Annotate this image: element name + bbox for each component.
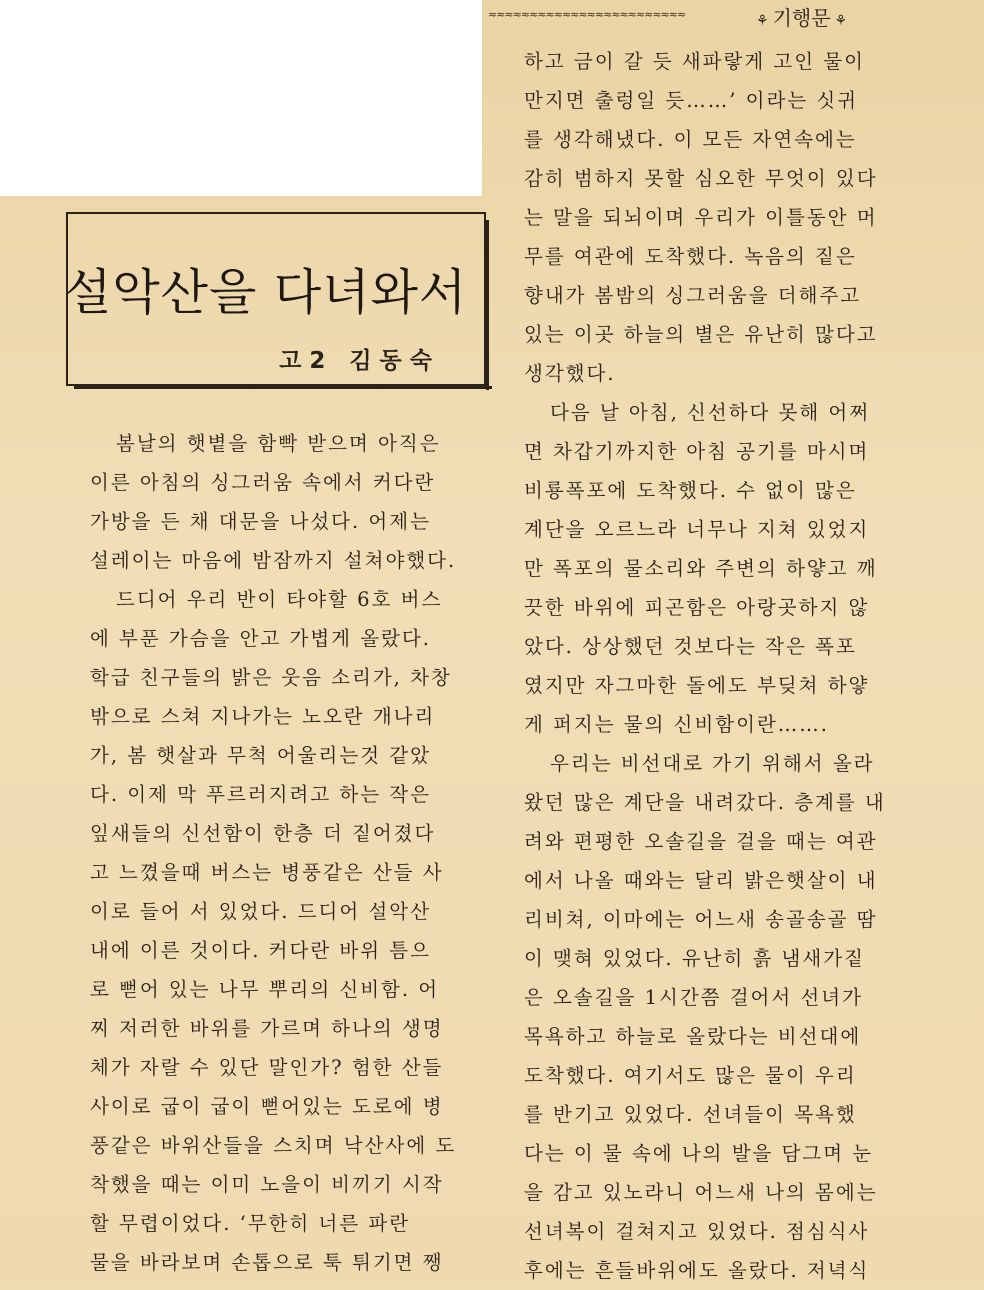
text-line: 생각했다. [524,362,616,385]
title-box [66,212,486,386]
blank-area [0,0,482,196]
text-line: 을 감고 있노라니 어느새 나의 몸에는 [524,1181,878,1204]
text-line: 무를 여관에 도착했다. 녹음의 짙은 [524,245,857,268]
text-line: 잎새들의 신선함이 한층 더 짙어졌다 [90,822,436,845]
text-line: 끗한 바위에 피곤함은 아랑곳하지 않 [524,596,870,619]
text-line: 다. 이제 막 푸르러지려고 하는 작은 [90,783,431,806]
text-line: 만 폭포의 물소리와 주변의 하얗고 깨 [524,557,878,580]
text-line: 면 차갑기까지한 아침 공기를 마시며 [524,440,870,463]
text-line: 만지면 출렁일 듯……’ 이라는 싯귀 [524,89,859,112]
text-line: 설레이는 마음에 밤잠까지 설쳐야했다. [90,549,457,572]
text-line: 이 맺혀 있었다. 유난히 흙 냄새가짙 [524,947,865,970]
text-line: 선녀복이 걸쳐지고 있었다. 점심식사 [524,1220,870,1243]
text-line: 였지만 자그마한 돌에도 부딪쳐 하얗 [524,674,870,697]
text-line: 려와 편평한 오솔길을 걸을 때는 여관 [524,830,878,853]
text-line: 봄날의 햇볕을 함빡 받으며 아직은 [116,432,441,455]
text-line: 향내가 봄밤의 싱그러움을 더해주고 [524,284,862,307]
text-line: 비룡폭포에 도착했다. 수 없이 많은 [524,479,857,502]
text-line: 내에 이른 것이다. 커다란 바위 틈으 [90,939,431,962]
text-line: 물을 바라보며 손톱으로 툭 튀기면 쨍 [90,1251,444,1274]
text-line: 밖으로 스쳐 지나가는 노오란 개나리 [90,705,436,728]
text-line: 도착했다. 여기서도 많은 물이 우리 [524,1064,857,1087]
article-title: 설악산을 다녀와서 [64,264,468,321]
text-line: 다는 이 물 속에 나의 발을 담그며 눈 [524,1142,874,1165]
text-line: 은 오솔길을 1시간쯤 걸어서 선녀가 [524,986,863,1009]
text-line: 사이로 굽이 굽이 뻗어있는 도로에 병 [90,1095,444,1118]
text-line: 는 말을 되뇌이며 우리가 이틀동안 머 [524,206,878,229]
text-line: 이른 아침의 싱그러움 속에서 커다란 [90,471,436,494]
text-line: 고 느꼈을때 버스는 병풍같은 산들 사 [90,861,444,884]
text-line: 풍같은 바위산들을 스치며 낙산사에 도 [90,1134,457,1157]
section-header [752,2,851,28]
text-line: 다음 날 아침, 신선하다 못해 어쩌 [550,401,871,424]
text-line: 목욕하고 하늘로 올랐다는 비선대에 [524,1025,862,1048]
text-line: 로 뻗어 있는 나무 뿌리의 신비함. 어 [90,978,440,1001]
text-line: 하고 금이 갈 듯 새파랗게 고인 물이 [524,50,865,73]
flourish-icon: ⚘ [834,13,848,29]
text-line: 를 생각해냈다. 이 모든 자연속에는 [524,128,857,151]
text-line: 있는 이곳 하늘의 별은 유난히 많다고 [524,323,878,346]
text-line: 우리는 비선대로 가기 위해서 올라 [550,752,875,775]
text-line: 체가 자랄 수 있단 말인가? 험한 산들 [90,1056,444,1079]
section-label: 기행문 [772,6,831,30]
text-line: 착했을 때는 이미 노을이 비끼기 시작 [90,1173,444,1196]
text-line: 를 반기고 있었다. 선녀들이 목욕했 [524,1103,857,1126]
text-line: 계단을 오르느라 너무나 지쳐 있었지 [524,518,870,541]
text-line: 감히 범하지 못할 심오한 무엇이 있다 [524,167,878,190]
flourish-icon: ⚘ [756,13,769,29]
text-line: 이로 들어 서 있었다. 드디어 설악산 [90,900,431,923]
right-column [524,42,924,1290]
text-line: 찌 저러한 바위를 가르며 하나의 생명 [90,1017,444,1040]
text-line: 드디어 우리 반이 타야할 6호 버스 [116,588,443,611]
text-line: 학급 친구들의 밝은 웃음 소리가, 차창 [90,666,452,689]
text-line: 에서 나올 때와는 달리 밝은햇살이 내 [524,869,878,892]
text-line: 가, 봄 햇살과 무척 어울리는것 같았 [90,744,431,767]
header-ornament: ≈≈≈≈≈≈≈≈≈≈≈≈≈≈≈≈≈≈≈≈≈≈≈≈ [488,8,686,21]
text-line: 할 무렵이었다. ‘무한히 너른 파란 [90,1212,411,1235]
text-line: 게 퍼지는 물의 신비함이란……. [524,713,830,736]
text-line: 후에는 흔들바위에도 올랐다. 저녁식 [524,1259,870,1282]
text-line: 에 부푼 가슴을 안고 가볍게 올랐다. [90,627,431,650]
article-author: 고2 김동숙 [279,348,440,374]
text-line: 리비쳐, 이마에는 어느새 송골송골 땀 [524,908,878,931]
text-line: 았다. 상상했던 것보다는 작은 폭포 [524,635,857,658]
left-column [90,424,486,1282]
text-line: 왔던 많은 계단을 내려갔다. 층계를 내 [524,791,886,814]
text-line: 가방을 든 채 대문을 나섰다. 어제는 [90,510,431,533]
